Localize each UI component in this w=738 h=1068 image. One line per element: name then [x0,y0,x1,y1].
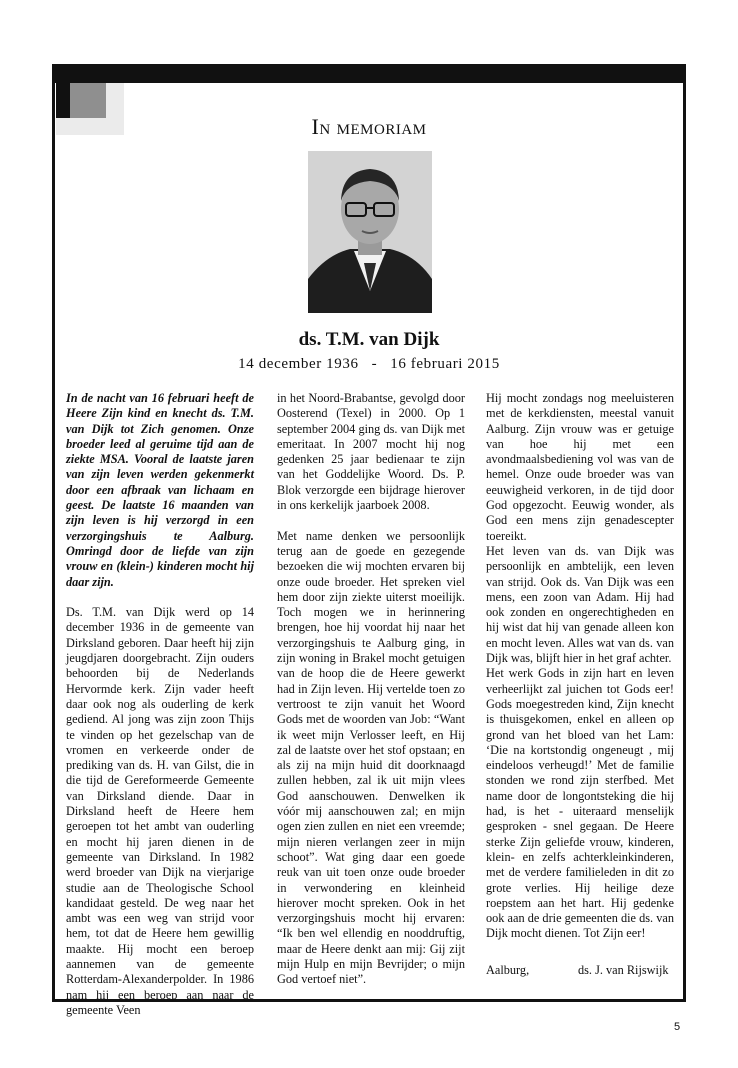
text-column-1 [66,391,254,1018]
deceased-name: ds. T.M. van Dijk [298,329,440,350]
corner-decoration-dark [56,83,70,118]
memories-paragraph: Met name denken we persoonlijk terug aan de goede en gezegende bezoeken die wij mochten ervaren bij onze oude broeder. Het spreken viel hem door zijn ziekte uiterst moeilijk. Toch mogen we in herinnering brengen, hoe hij voordat hij naar het verzorgingshuis te Aalburg ging, in zijn woning in Brakel mocht getuigen van de hoop die de Heere gewerkt had in Zijn leven. Hij vertelde toen zo vertroost te zijn vanuit het Woord Gods met de woorden van Job: “Want ik weet mijn Verlosser leeft, en Hij zal de laatste over het stof opstaan; en als zij na mijn huid dit doorknaagd zullen hebben, zal ik uit mijn vlees God aanschouwen. Denwelken ik vóór mij aanschouwen zal; en mijn ogen zien zullen en niet een vreemde; mijn nieren verlangen zeer in mijn schoot”. Wat ging daar een goede reuk van uit toen onze oude broeder in verwondering en kleinheid hierover mocht spreken. Ook in het verzorgingshuis mocht hij ervaren: “Ik ben wel ellendig en nooddruftig, maar de Heere denkt aan mij: Gij zijt mijn Hulp en mijn Bevrijder; o mijn God vertoef niet”. [277,528,465,987]
text-column-3 [486,391,674,942]
life-reflection-paragraph: Het leven van ds. van Dijk was persoonlijk en ambtelijk, een leven van strijd. Ook ds. Van Dijk was een mens, een zoon van Adam. Hij had ook zonden en ongerechtigheden en hij wist dat hij van genade alleen kon en mocht leven. Alles wat van ds. van Dijk was, blijft hier in het graf achter. [486,543,674,666]
life-dates: 14 december 1936 - 16 februari 2015 [238,356,500,372]
portrait-photo [308,151,432,313]
text-column-2 [277,391,465,988]
corner-decoration-grey [70,83,106,118]
page-number: 5 [674,1021,681,1033]
career-paragraph: in het Noord-Brabantse, gevolgd door Oosterend (Texel) in 2000. Op 1 september 2004 ging ds. van Dijk met emeritaat. In 2007 mocht hij nog gedenken 25 jaar bedienaar te zijn van het Goddelijke Woord. Ds. P. Blok verzorgde een bijdrage hierover in ons kerkelijk jaarboek 2008. [277,391,465,513]
page-title: In memoriam [311,114,427,139]
closing-paragraph: Het werk Gods in zijn hart en leven verheerlijkt zal juichen tot Gods eer! Gods moegestreden kind, Zijn knecht is thuisgekomen, enkel en alleen op grond van het bloed van het Lam: ‘Die na kortstondig ongeneugt , mij eindeloos verheugd!’ Met de familie stonden we rond zijn sterfbed. Met name door de longontsteking die hij had, is het - uiteraard menselijk gesproken - snel gegaan. De Heere sterke Zijn geliefde vrouw, kinderen, klein- en zelfs achterkleinkinderen, met de verdere familieleden in dit zo grote verlies. Hij heilige deze roepstem aan het hart. Hij gedenke ook aan de drie gemeenten die ds. van Dijk mocht dienen. Tot Zijn eer! [486,666,674,941]
signature-place: Aalburg, [486,963,530,977]
portrait-image [308,151,432,313]
intro-paragraph: In de nacht van 16 februari heeft de Heere Zijn kind en knecht ds. T.M. van Dijk tot Zich genomen. Onze broeder leed al geruime tijd aan de ziekte MSA. Vooral de laatste jaren van zijn leven werden gekenmerkt door een afbraak van lichaam en geest. De laatste 16 maanden van zijn leven is hij verzorgd in een verzorgingshuis te Aalburg. Omringd door de liefde van zijn vrouw en (klein-) kinderen mocht hij daar zijn. [66,391,254,589]
signature-author: ds. J. van Rijswijk [578,963,669,977]
biography-paragraph: Ds. T.M. van Dijk werd op 14 december 1936 in de gemeente van Dirksland geboren. Daar heeft hij zijn jeugdjaren doorgebracht. Zijn ouders behoorden bij de Nederlands Hervormde kerk. Zijn vader heeft daar ook nog als ouderling de kerk gediend. Al jong was zijn zoon Thijs te vinden op het gezelschap van de vromen en verkeerde onder de prediking van ds. H. van Gilst, die in die tijd de Gereformeerde Gemeente van Dirksland diende. Daar in Dirksland heeft de Heere hem geroepen tot het ambt van ouderling en mocht hij jaren dienen in de gemeente van Dirksland. In 1982 werd broeder van Dijk na vierjarige studie aan de Theologische School kandidaat gesteld. De weg naar het ambt was een weg van strijd voor hem, tot dat de Heere hem gewillig maakte. Hij mocht een beroep aannemen van de gemeente Rotterdam-Alexanderpolder. In 1986 nam hij een beroep aan naar de gemeente Veen [66,605,254,1017]
last-days-paragraph: Hij mocht zondags nog meeluisteren met de kerkdiensten, meestal vanuit Aalburg. Zijn vrouw was er getuige van hoe hij met een avondmaalsbediening vol was van de hemel. Onze oude broeder was van eeuwigheid verkoren, in de tijd door God opgezocht. Eeuwig wonder, als God een mens zijn genadescepter toereikt. [486,391,674,543]
